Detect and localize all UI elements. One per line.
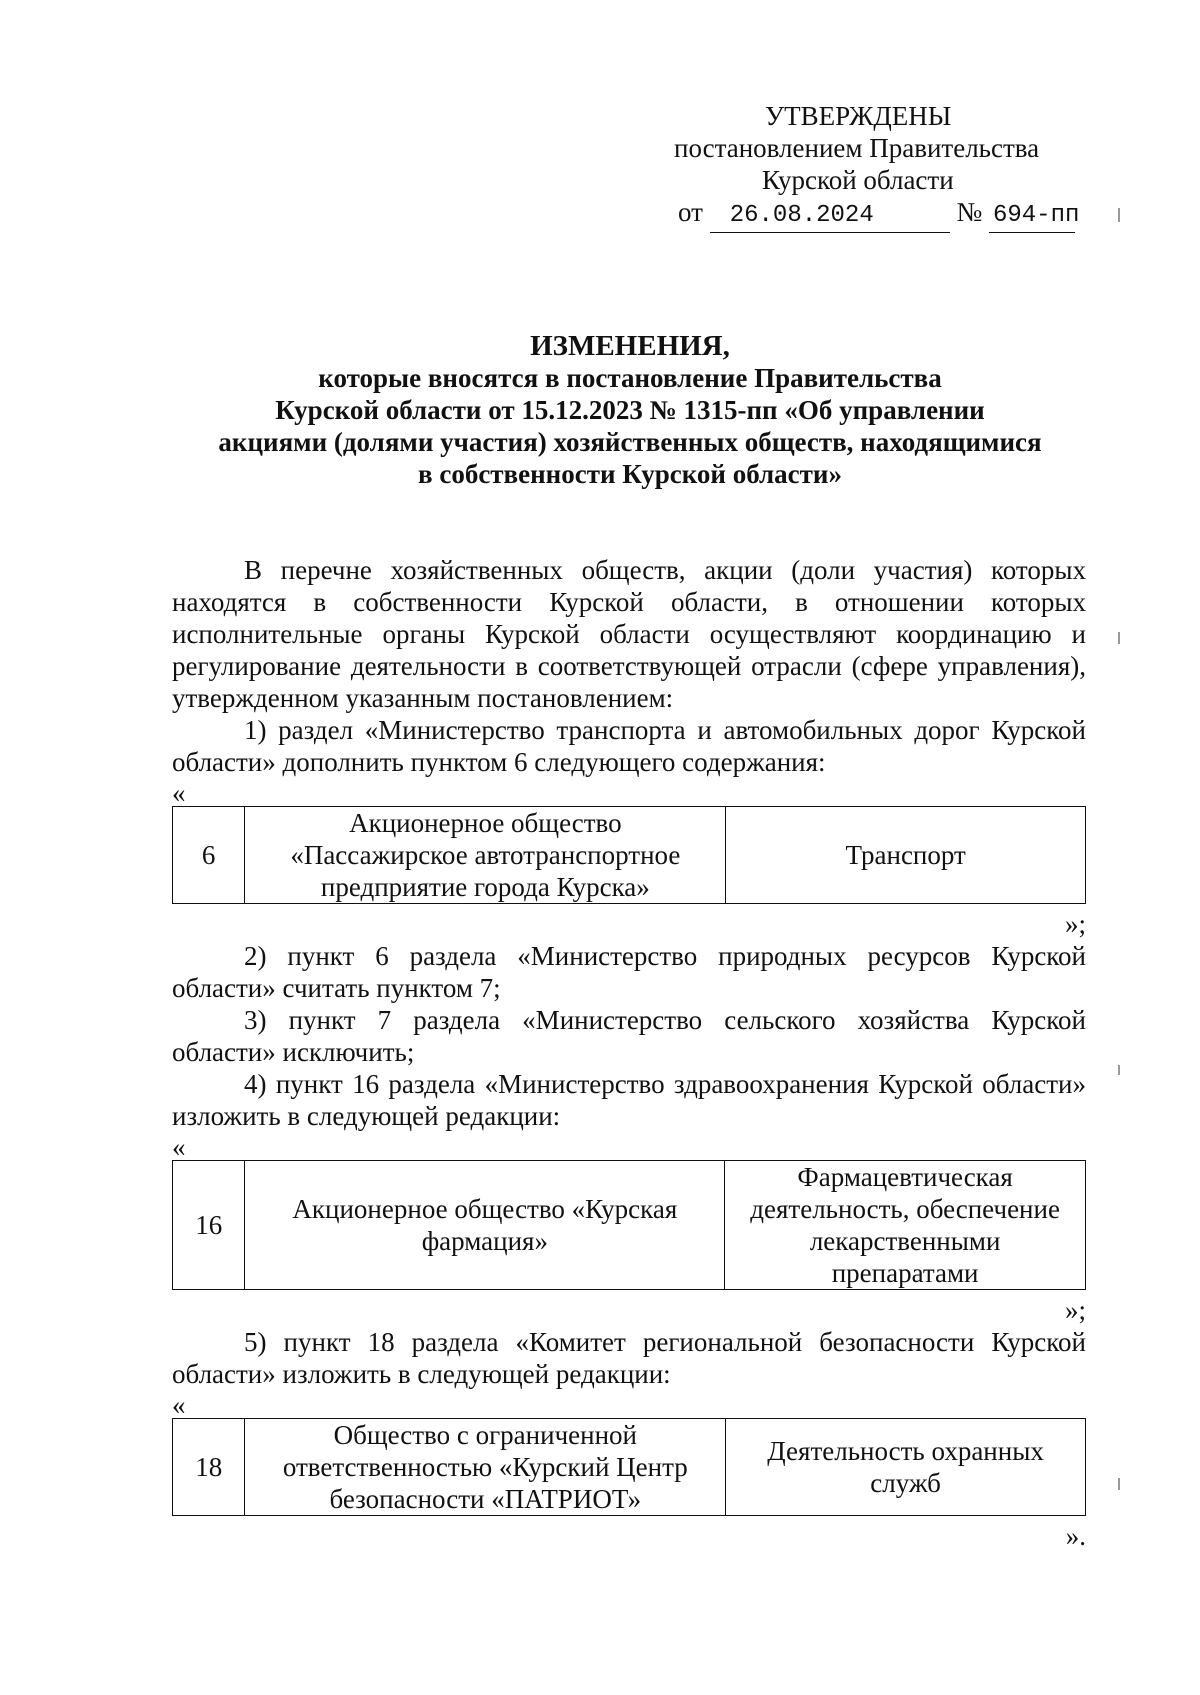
table1-close-quote: »;	[1064, 909, 1086, 939]
org-line: фармация»	[421, 1226, 548, 1256]
table3-close-quote: ».	[1065, 1521, 1086, 1551]
table-row	[173, 1419, 1086, 1516]
table2-open-quote: «	[172, 1132, 186, 1162]
table-cell-activity	[725, 1161, 1086, 1290]
approval-number: 694-пп	[989, 200, 1075, 233]
org-line: безопасности «ПАТРИОТ»	[329, 1484, 642, 1514]
approval-line-1: постановлением Правительства	[674, 133, 1040, 163]
table-row	[173, 1161, 1086, 1290]
heading-line-2: Курской области от 15.12.2023 № 1315-пп «Об управлении	[275, 395, 985, 425]
org-line: Акционерное общество «Курская	[292, 1194, 678, 1224]
scan-artifact	[1118, 632, 1120, 644]
table1-open-quote: «	[172, 778, 186, 808]
scan-artifact	[1118, 208, 1120, 222]
table-cell-number: 16	[173, 1161, 245, 1290]
org-line: Общество с ограниченной	[333, 1420, 637, 1450]
document-body	[172, 554, 1086, 1552]
approval-stamp	[672, 100, 1082, 233]
heading-line-1: которые вносятся в постановление Правительства	[318, 363, 942, 393]
table-cell-number: 6	[173, 807, 245, 904]
approval-title: УТВЕРЖДЕНЫ	[765, 101, 952, 131]
activity-line: Фармацевтическая	[797, 1162, 1013, 1192]
activity-line: деятельность, обеспечение	[750, 1194, 1060, 1224]
activity-line: препаратами	[831, 1258, 979, 1288]
org-line: ответственностью «Курский Центр	[282, 1452, 688, 1482]
heading-line-4: в собственности Курской области»	[418, 459, 842, 489]
table-security	[172, 1418, 1086, 1516]
table-row	[173, 807, 1086, 904]
table2-close-quote: »;	[1064, 1295, 1086, 1325]
document-heading	[170, 330, 1090, 490]
approval-line-2: Курской области	[762, 165, 954, 195]
table-cell-activity: Транспорт	[726, 807, 1086, 904]
approval-date-line	[672, 196, 1082, 233]
table-transport	[172, 806, 1086, 904]
table-cell-activity	[726, 1419, 1086, 1516]
table-cell-number: 18	[173, 1419, 245, 1516]
intro-paragraph: В перечне хозяйственных обществ, акции (доли участия) которых находятся в собственности Курской области, в отношении которых исполнительные органы Курской области осуществляют координацию и регулирование деятельности в соответствующей отрасли (сфере управления), утвержденном указанным постановлением:	[172, 555, 1086, 713]
org-line: «Пассажирское автотранспортное	[290, 840, 681, 870]
table-cell-organization	[245, 807, 726, 904]
scan-artifact	[1118, 1478, 1120, 1490]
org-line: предприятие города Курска»	[320, 872, 650, 902]
item-5: 5) пункт 18 раздела «Комитет региональной безопасности Курской области» изложить в следующей редакции:	[172, 1327, 1086, 1389]
heading-main: ИЗМЕНЕНИЯ,	[530, 330, 730, 362]
activity-line: служб	[870, 1468, 941, 1498]
number-prefix: №	[956, 197, 983, 227]
date-prefix: от	[678, 197, 703, 227]
activity-line: Деятельность охранных	[767, 1436, 1044, 1466]
scan-artifact	[1118, 1065, 1120, 1075]
item-2: 2) пункт 6 раздела «Министерство природных ресурсов Курской области» считать пунктом 7;	[172, 941, 1086, 1003]
item-1: 1) раздел «Министерство транспорта и автомобильных дорог Курской области» дополнить пунктом 6 следующего содержания:	[172, 715, 1086, 777]
activity-line: лекарственными	[809, 1226, 1001, 1256]
table3-open-quote: «	[172, 1390, 186, 1420]
table-pharmacy	[172, 1160, 1086, 1290]
approval-date: 26.08.2024	[710, 200, 950, 233]
table-cell-organization	[245, 1161, 725, 1290]
item-3: 3) пункт 7 раздела «Министерство сельского хозяйства Курской области» исключить;	[172, 1005, 1086, 1067]
org-line: Акционерное общество	[349, 808, 622, 838]
heading-line-3: акциями (долями участия) хозяйственных обществ, находящимися	[218, 427, 1042, 457]
table-cell-organization	[245, 1419, 726, 1516]
item-4: 4) пункт 16 раздела «Министерство здравоохранения Курской области» изложить в следующей редакции:	[172, 1069, 1086, 1131]
